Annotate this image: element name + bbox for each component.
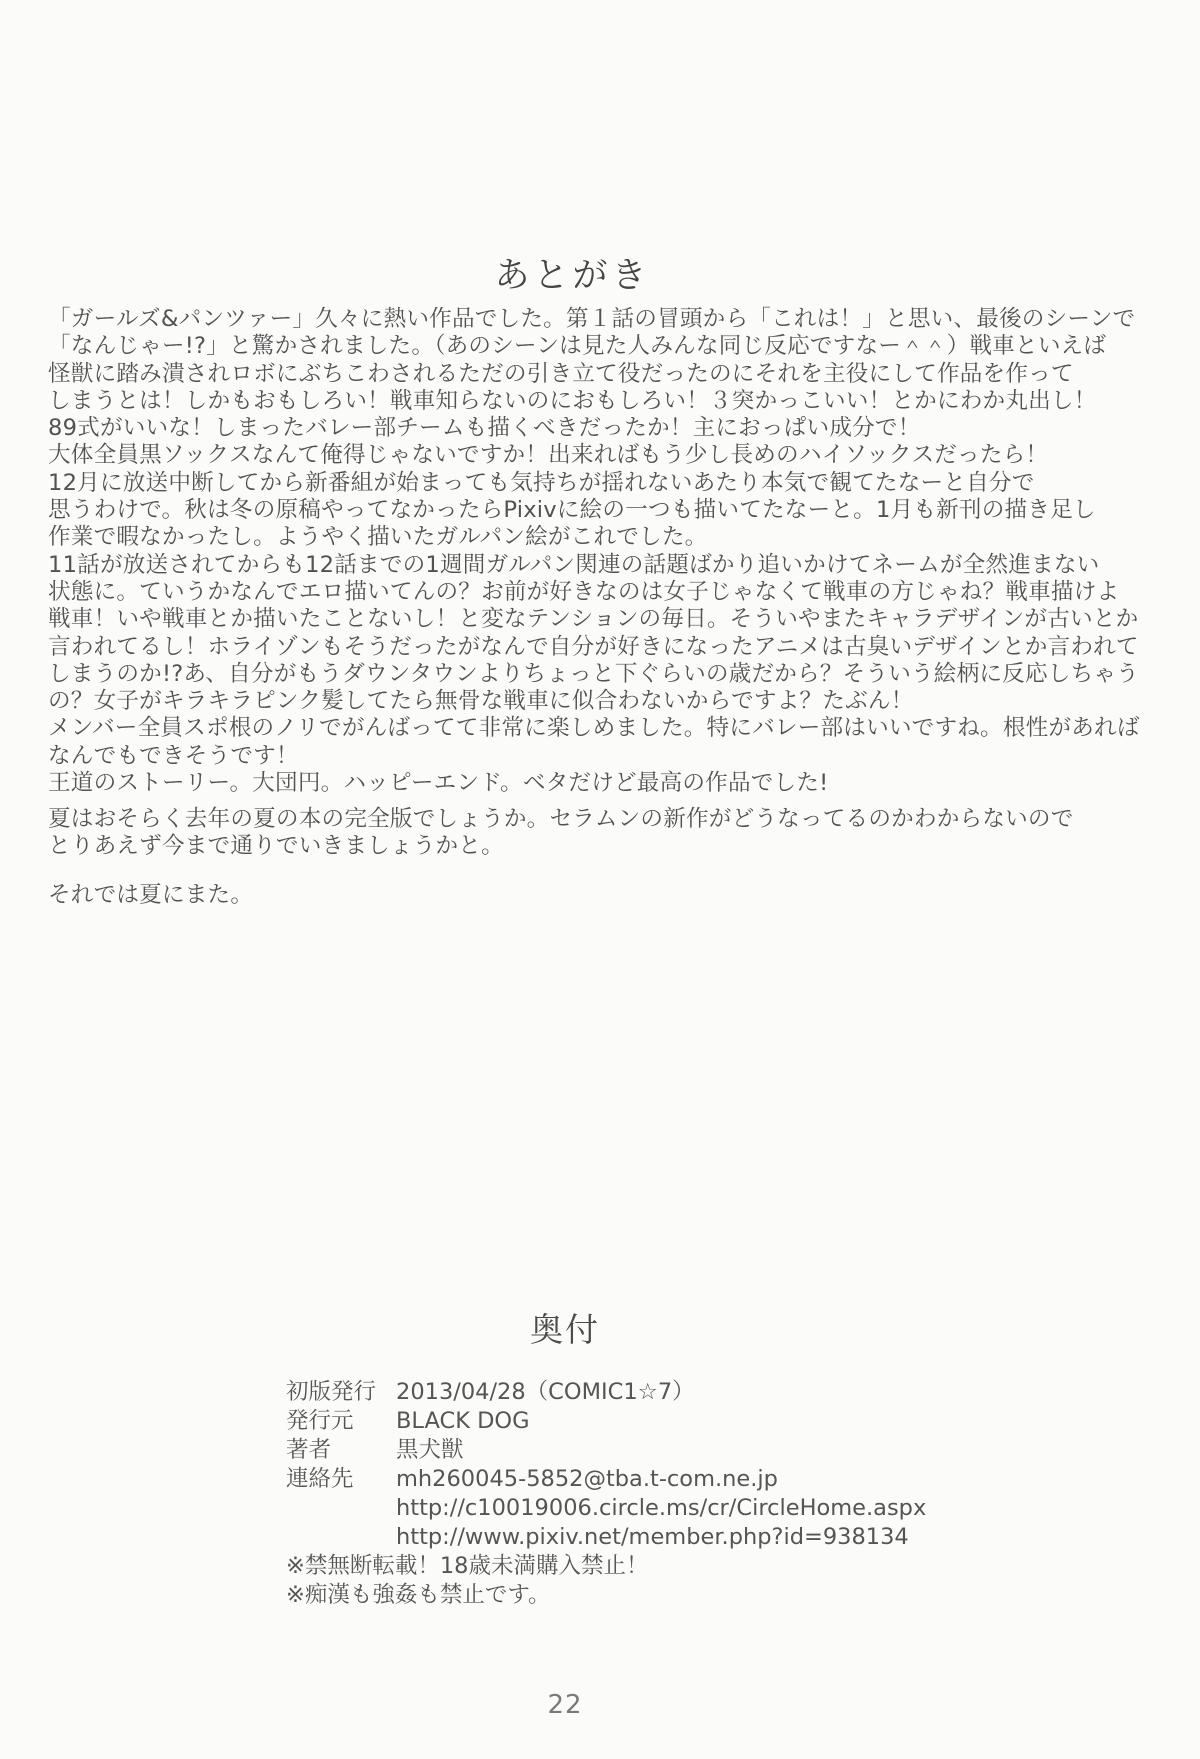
colophon-row-value: mh260045-5852@tba.t-com.ne.jp bbox=[396, 1466, 778, 1492]
colophon-row bbox=[286, 1407, 926, 1436]
afterword-text-line: しまうのか!?あ、自分がもうダウンタウンよりちょっと下ぐらいの歳だから？そういう絵柄に反応しちゃう bbox=[48, 660, 1139, 687]
afterword-text-line: 12月に放送中断してから新番組が始まっても気持ちが揺れないあたり本気で観てたなーと自分で bbox=[48, 469, 1035, 496]
colophon-row bbox=[286, 1378, 926, 1407]
afterword-text-line: 11話が放送されてからも12話までの1週間ガルパン関連の話題ばかり追いかけてネームが全然進まない bbox=[48, 551, 1100, 578]
afterword-text-line: 大体全員黒ソックスなんて俺得じゃないですか！出来ればもう少し長めのハイソックスだったら！ bbox=[48, 442, 1049, 469]
colophon-row-label: 初版発行 bbox=[286, 1379, 377, 1405]
colophon-row-label bbox=[286, 1494, 396, 1523]
colophon-row-label: 著者 bbox=[286, 1437, 332, 1463]
colophon-row bbox=[286, 1465, 926, 1494]
afterword-text-line: 思うわけで。秋は冬の原稿やってなかったらPixivに絵の一つも描いてたなーと。1月も新刊の描き足し bbox=[48, 497, 1096, 524]
colophon-row-label: 連絡先 bbox=[286, 1466, 354, 1492]
afterword-text-line: 言われてるし！ホライゾンもそうだったがなんで自分が好きになったアニメは古臭いデザインとか言われて bbox=[48, 633, 1139, 660]
colophon-row-label bbox=[286, 1523, 396, 1552]
colophon-row bbox=[286, 1523, 926, 1552]
colophon-row bbox=[286, 1494, 926, 1523]
afterword-text-line: 状態に。ていうかなんでエロ描いてんの？お前が好きなのは女子じゃなくて戦車の方じゃね？戦車描けよ bbox=[48, 578, 1120, 605]
afterword-text-line: なんでもできそうです！ bbox=[48, 742, 299, 769]
afterword-paragraph-1 bbox=[48, 306, 1168, 797]
afterword-text-line: 89式がいいな！しまったバレー部チームも描くべきだったか！主におっぱい成分で！ bbox=[48, 415, 921, 442]
afterword-text-line: とりあえず今まで通りでいきましょうかと。 bbox=[48, 833, 504, 860]
colophon-row bbox=[286, 1436, 926, 1465]
afterword-text-line: 夏はおそらく去年の夏の本の完全版でしょうか。セラムンの新作がどうなってるのかわからないので bbox=[48, 806, 1074, 832]
afterword-paragraph-2 bbox=[48, 806, 1168, 861]
colophon-row-value: http://c10019006.circle.ms/cr/CircleHome.aspx bbox=[396, 1495, 927, 1521]
colophon-note-line: ※禁無断転載！18歳未満購入禁止！ bbox=[286, 1553, 649, 1579]
colophon-rows bbox=[286, 1378, 926, 1552]
colophon-notes bbox=[286, 1552, 648, 1610]
afterword-title: あとがき bbox=[494, 256, 651, 296]
afterword-text-line: の？女子がキラキラピンク髪してたら無骨な戦車に似合わないからですよ？たぶん！ bbox=[48, 688, 914, 715]
afterword-closing-line: それでは夏にまた。 bbox=[48, 882, 254, 908]
afterword-text-line: メンバー全員スポ根のノリでがんばってて非常に楽しめました。特にバレー部はいいですね。根性があれば bbox=[48, 715, 1140, 742]
afterword-text-line: しまうとは！しかもおもしろい！戦車知らないのにおもしろい！３突かっこいい！とかにわか丸出し！ bbox=[48, 387, 1097, 414]
page-number: 22 bbox=[547, 1690, 583, 1720]
afterword-text-line: 怪獣に踏み潰されロボにぶちこわされるただの引き立て役だったのにそれを主役にして作品を作って bbox=[48, 360, 1074, 387]
afterword-text-line: 作業で暇なかったし。ようやく描いたガルパン絵がこれでした。 bbox=[48, 524, 708, 551]
colophon-row-value: 2013/04/28（COMIC1☆7） bbox=[396, 1379, 695, 1405]
colophon-row-value: 黒犬獣 bbox=[396, 1437, 464, 1463]
afterword-text-line: 王道のストーリー。大団円。ハッピーエンド。ベタだけど最高の作品でした! bbox=[48, 770, 829, 797]
colophon-note-line: ※痴漢も強姦も禁止です。 bbox=[286, 1582, 551, 1608]
afterword-text-line: 「ガールズ&パンツァー」久々に熱い作品でした。第１話の冒頭から「これは！」と思い、最後のシーンで bbox=[48, 306, 1136, 332]
colophon-row-label: 発行元 bbox=[286, 1408, 354, 1434]
colophon-row-value: http://www.pixiv.net/member.php?id=938134 bbox=[396, 1524, 909, 1550]
afterword-text-line: 「なんじゃー!?」と驚かされました。（あのシーンは見た人みんな同じ反応ですなー＾＾）戦車といえば bbox=[48, 333, 1107, 360]
colophon-title: 奥付 bbox=[530, 1310, 600, 1349]
colophon-row-value: BLACK DOG bbox=[396, 1408, 530, 1434]
afterword-text-line: 戦車！いや戦車とか描いたことないし！と変なテンションの毎日。そういやまたキャラデザインが古いとか bbox=[48, 606, 1139, 633]
